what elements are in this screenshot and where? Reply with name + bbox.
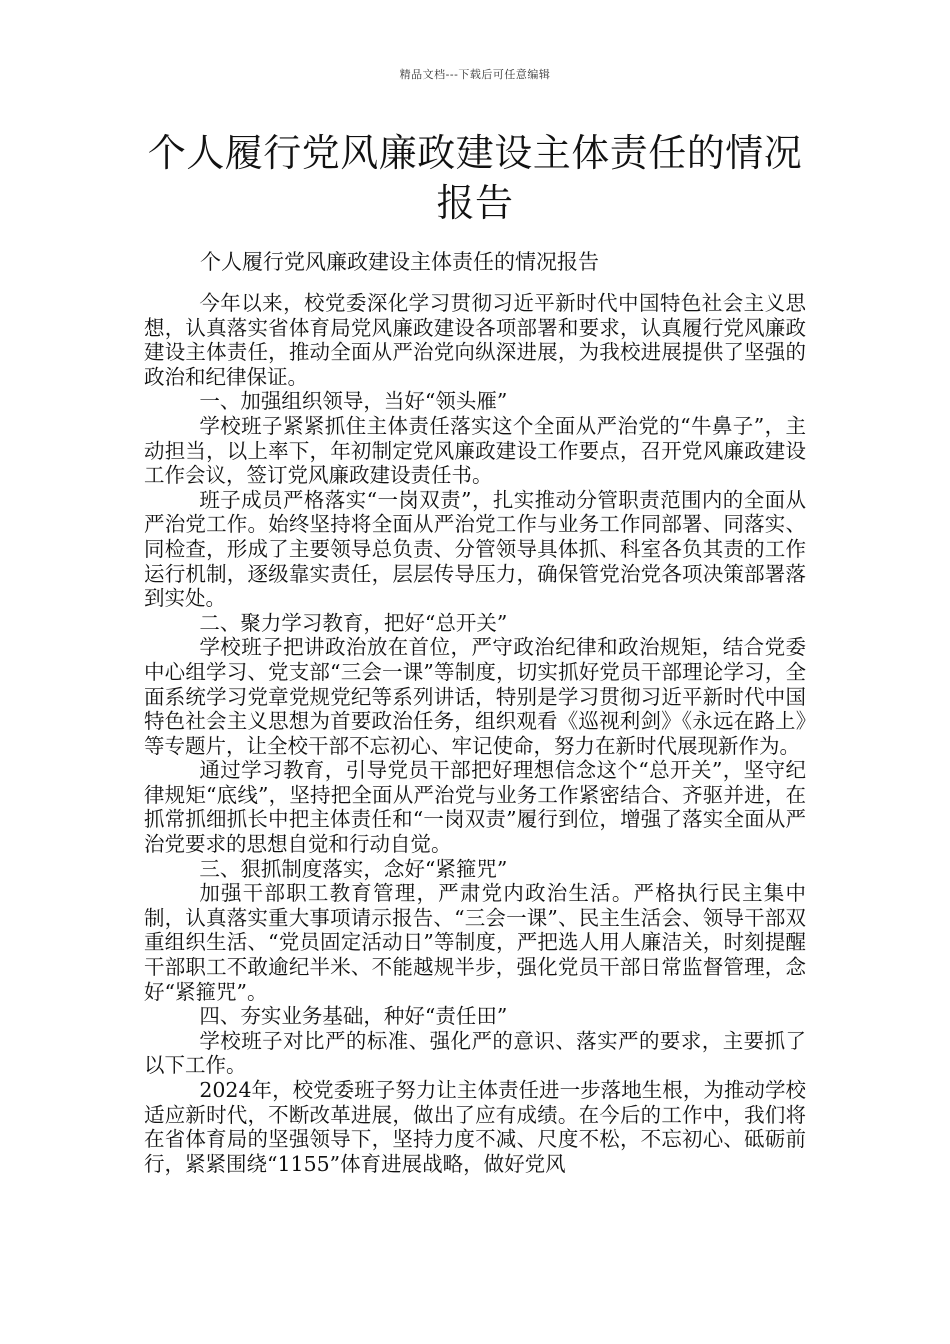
section-heading-4: 四、夯实业务基础，种好“责任田”	[199, 1004, 508, 1029]
section-heading-2: 二、聚力学习教育，把好“总开关”	[199, 610, 508, 635]
section-heading-3: 三、狠抓制度落实，念好“紧箍咒”	[199, 856, 508, 881]
document-title: 个人履行党风廉政建设主体责任的情况报告	[147, 131, 803, 225]
paragraph: 通过学习教育，引导党员干部把好理想信念这个“总开关”，坚守纪律规矩“底线”，坚持把全面从严治党与业务工作紧密结合、齐驱并进，在抓常抓细抓长中把主体责任和“一岗双责”履行到位，增强了落实全面从严治党要求的思想自觉和行动自觉。	[144, 758, 806, 857]
section-heading-1: 一、加强组织领导，当好“领头雁”	[199, 389, 508, 414]
paragraph: 加强干部职工教育管理，严肃党内政治生活。严格执行民主集中制，认真落实重大事项请示报告、“三会一课”、民主生活会、领导干部双重组织生活、“党员固定活动日”等制度，严把选人用人廉洁关，时刻提醒干部职工不敢逾纪半米、不能越规半步，强化党员干部日常监督管理，念好“紧箍咒”。	[144, 881, 806, 1004]
paragraph: 班子成员严格落实“一岗双责”，扎实推动分管职责范围内的全面从严治党工作。始终坚持将全面从严治党工作与业务工作同部署、同落实、同检查，形成了主要领导总负责、分管领导具体抓、科室各负其责的工作运行机制，逐级靠实责任，层层传导压力，确保管党治党各项决策部署落到实处。	[144, 487, 806, 611]
paragraph: 学校班子把讲政治放在首位，严守政治纪律和政治规矩，结合党委中心组学习、党支部“三会一课”等制度，切实抓好党员干部理论学习，全面系统学习党章党规党纪等系列讲话，特别是学习贯彻习近平新时代中国特色社会主义思想为首要政治任务，组织观看《巡视利剑》《永远在路上》等专题片，让全校干部不忘初心、牢记使命，努力在新时代展现新作为。	[144, 635, 806, 758]
paragraph: 学校班子对比严的标准、强化严的意识、落实严的要求，主要抓了以下工作。	[144, 1028, 806, 1078]
paragraph: 2024年，校党委班子努力让主体责任进一步落地生根，为推动学校适应新时代，不断改革进展，做出了应有成绩。在今后的工作中，我们将在省体育局的坚强领导下，坚持力度不减、尺度不松，不忘初心、砥砺前行，紧紧围绕“1155”体育进展战略，做好党风	[144, 1078, 806, 1176]
paragraph-intro: 今年以来，校党委深化学习贯彻习近平新时代中国特色社会主义思想，认真落实省体育局党风廉政建设各项部署和要求，认真履行党风廉政建设主体责任，推动全面从严治党向纵深进展，为我校进展提供了坚强的政治和纪律保证。	[144, 291, 806, 389]
paragraph: 学校班子紧紧抓住主体责任落实这个全面从严治党的“牛鼻子”，主动担当，以上率下，年初制定党风廉政建设工作要点，召开党风廉政建设工作会议，签订党风廉政建设责任书。	[144, 413, 806, 488]
document-subtitle: 个人履行党风廉政建设主体责任的情况报告	[200, 250, 599, 274]
header-note: 精品文档---下载后可任意编辑	[399, 68, 551, 81]
document-body	[144, 291, 806, 1176]
